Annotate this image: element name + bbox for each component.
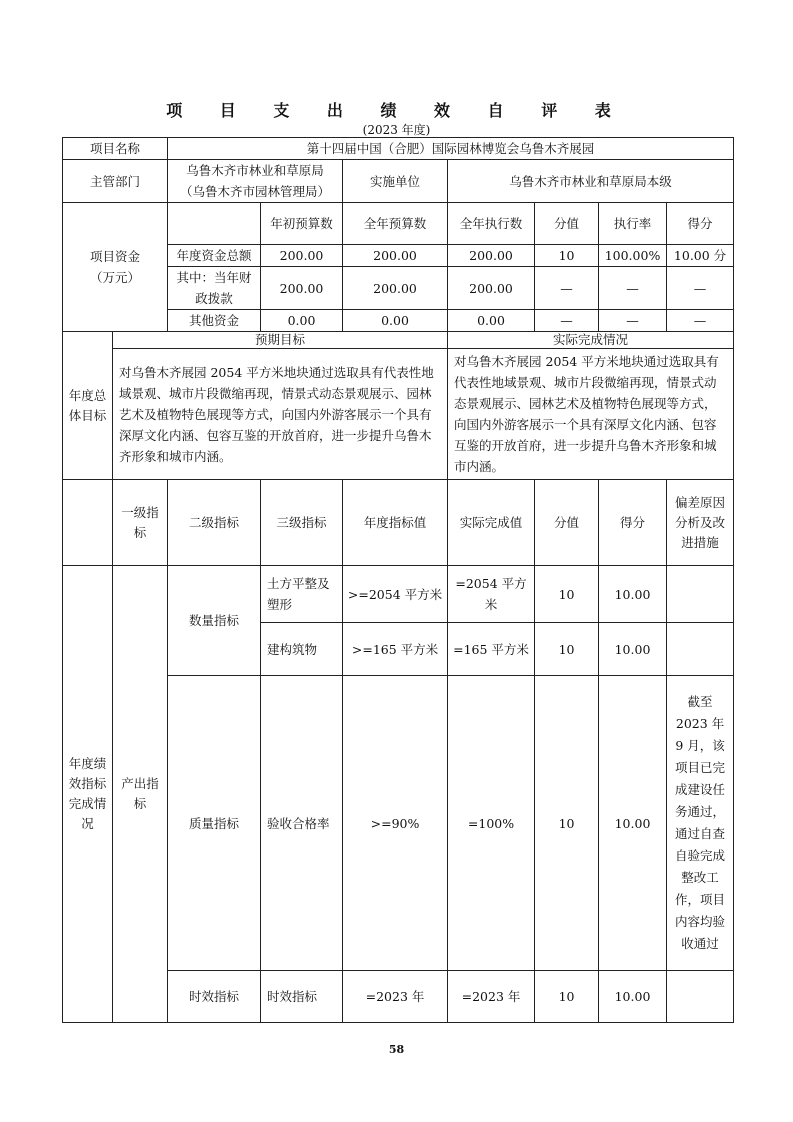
score-cell: 10.00 — [599, 676, 667, 971]
funds-row-other-cell: 0.00 — [261, 310, 343, 332]
impl-value: 乌鲁木齐市林业和草原局本级 — [448, 160, 734, 203]
funds-row-fiscal-cell: 200.00 — [343, 267, 448, 310]
funds-row-other-cell: 0.00 — [448, 310, 535, 332]
actual-value-cell: =100% — [448, 676, 535, 971]
funds-row-other-cell: — — [599, 310, 667, 332]
actual-value-cell: =2023 年 — [448, 971, 535, 1023]
indicator-acceptance-rate: 验收合格率 — [261, 676, 343, 971]
header-level1: 一级指标 — [113, 480, 168, 566]
dept-value-line2: （乌鲁木齐市园林管理局） — [180, 184, 331, 199]
funds-row-fiscal-cell: — — [599, 267, 667, 310]
page-number: 58 — [388, 1043, 405, 1056]
goals-actual-header: 实际完成情况 — [448, 332, 734, 349]
funds-row-fiscal-cell: — — [667, 267, 734, 310]
funds-header-annual-budget: 全年预算数 — [343, 203, 448, 245]
document-subtitle: (2023 年度) — [362, 123, 431, 137]
funds-row-total-cell: 200.00 — [448, 245, 535, 267]
header-actual-value: 实际完成值 — [448, 480, 535, 566]
funds-header-executed: 全年执行数 — [448, 203, 535, 245]
deviation-cell-empty — [667, 971, 734, 1023]
funds-label-line2: （万元） — [90, 270, 141, 285]
score-value-cell: 10 — [535, 971, 599, 1023]
deviation-note: 截至 2023 年 9 月，该项目已完成建设任务通过，通过自查自验完成整改工作，项目内容均验收通过 — [667, 676, 734, 971]
project-name-label: 项目名称 — [63, 138, 168, 160]
actual-value-cell: =165 平方米 — [448, 623, 535, 676]
indicator-structures: 建构筑物 — [261, 623, 343, 676]
level2-quality: 质量指标 — [168, 676, 261, 971]
annual-value-cell: >=165 平方米 — [343, 623, 448, 676]
funds-row-other-cell: — — [535, 310, 599, 332]
impl-label: 实施单位 — [343, 160, 448, 203]
funds-header-initial-budget: 年初预算数 — [261, 203, 343, 245]
header-annual-value: 年度指标值 — [343, 480, 448, 566]
annual-value-cell: >=90% — [343, 676, 448, 971]
indicator-timeliness: 时效指标 — [261, 971, 343, 1023]
header-score: 得分 — [599, 480, 667, 566]
annual-value-cell: =2023 年 — [343, 971, 448, 1023]
goals-label: 年度总体目标 — [63, 332, 113, 480]
score-value-cell: 10 — [535, 623, 599, 676]
funds-row-fiscal-cell: 200.00 — [448, 267, 535, 310]
funds-header-blank — [168, 203, 261, 245]
level2-quantity: 数量指标 — [168, 566, 261, 676]
goals-expected-text: 对乌鲁木齐展园 2054 平方米地块通过选取具有代表性地域景观、城市片段微缩再现，情景式动态景观展示、园林艺术及植物特色展现等方式，向国内外游客展示一个具有深厚文化内涵、包容互鉴的开放首府，进一步提升乌鲁木齐形象和城市内涵。 — [113, 349, 448, 480]
funds-header-score: 得分 — [667, 203, 734, 245]
self-evaluation-table — [62, 137, 734, 1023]
header-deviation: 偏差原因分析及改进措施 — [667, 480, 734, 566]
funds-header-exec-rate: 执行率 — [599, 203, 667, 245]
goals-expected-header: 预期目标 — [113, 332, 448, 349]
dept-label: 主管部门 — [63, 160, 168, 203]
funds-row-fiscal-cell: — — [535, 267, 599, 310]
annual-value-cell: >=2054 平方米 — [343, 566, 448, 623]
level1-output: 产出指标 — [113, 566, 168, 1023]
level2-timeliness: 时效指标 — [168, 971, 261, 1023]
funds-row-total-cell: 10 — [535, 245, 599, 267]
funds-row-total-cell: 100.00% — [599, 245, 667, 267]
goals-actual-text: 对乌鲁木齐展园 2054 平方米地块通过选取具有代表性地域景观、城市片段微缩再现，情景式动态景观展示、园林艺术及植物特色展现等方式，向国内外游客展示一个具有深厚文化内涵、包容互鉴的开放首府，进一步提升乌鲁木齐形象和城市内涵。 — [448, 349, 734, 480]
funds-row-total-cell: 200.00 — [343, 245, 448, 267]
indicator-header-blank — [63, 480, 113, 566]
indicator-earthwork: 土方平整及塑形 — [261, 566, 343, 623]
funds-row-other-cell: 0.00 — [343, 310, 448, 332]
deviation-cell-empty — [667, 623, 734, 676]
funds-row-fiscal-cell: 200.00 — [261, 267, 343, 310]
score-value-cell: 10 — [535, 566, 599, 623]
header-level2: 二级指标 — [168, 480, 261, 566]
funds-row-total-cell: 10.00 分 — [667, 245, 734, 267]
funds-row-fiscal-name: 其中：当年财政拨款 — [168, 267, 261, 310]
header-score-value: 分值 — [535, 480, 599, 566]
score-value-cell: 10 — [535, 676, 599, 971]
funds-row-other-name: 其他资金 — [168, 310, 261, 332]
funds-row-total-name: 年度资金总额 — [168, 245, 261, 267]
score-cell: 10.00 — [599, 566, 667, 623]
dept-value — [168, 160, 343, 203]
deviation-cell-empty — [667, 566, 734, 623]
project-name-value: 第十四届中国（合肥）国际园林博览会乌鲁木齐展园 — [168, 138, 734, 160]
performance-section-label: 年度绩效指标完成情况 — [63, 566, 113, 1023]
funds-header-score-value: 分值 — [535, 203, 599, 245]
score-cell: 10.00 — [599, 623, 667, 676]
funds-label — [63, 203, 168, 332]
funds-row-other-cell: — — [667, 310, 734, 332]
funds-row-total-cell: 200.00 — [261, 245, 343, 267]
document-title: 项 目 支 出 绩 效 自 评 表 — [166, 101, 627, 120]
header-level3: 三级指标 — [261, 480, 343, 566]
dept-value-line1: 乌鲁木齐市林业和草原局 — [186, 163, 324, 178]
score-cell: 10.00 — [599, 971, 667, 1023]
actual-value-cell: =2054 平方米 — [448, 566, 535, 623]
funds-label-line1: 项目资金 — [90, 249, 141, 264]
